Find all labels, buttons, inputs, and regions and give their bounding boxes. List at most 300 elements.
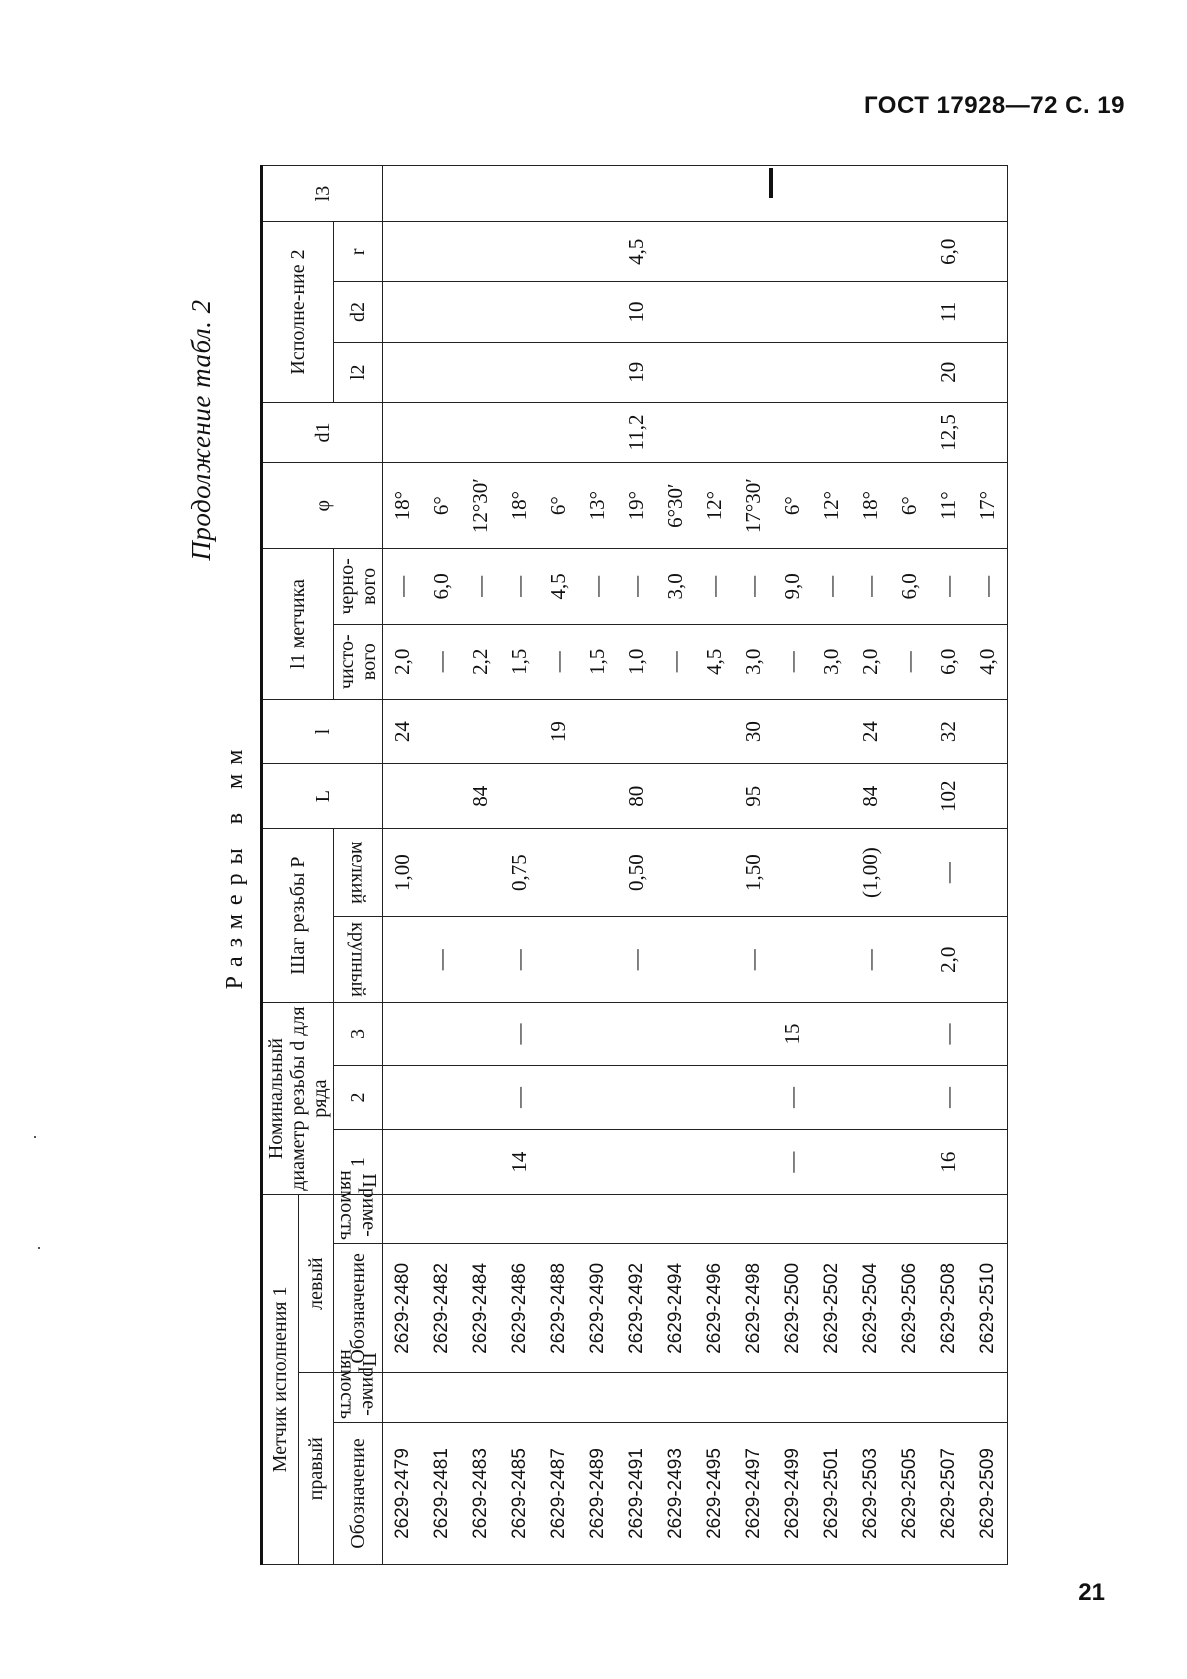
cell-row2-diameter bbox=[617, 1065, 656, 1130]
cell-l1-roughing: — bbox=[968, 549, 1008, 624]
cell-d1 bbox=[461, 402, 500, 462]
table-row bbox=[851, 166, 890, 1565]
table-row bbox=[461, 166, 500, 1565]
cell-right-note bbox=[422, 1373, 461, 1423]
cell-phi: 11° bbox=[929, 463, 968, 549]
cell-right-designation: 2629-2501 bbox=[812, 1422, 851, 1564]
cell-l2 bbox=[422, 342, 461, 402]
cell-row2-diameter bbox=[695, 1065, 734, 1130]
header-d2: d2 bbox=[334, 282, 383, 342]
cell-row1-diameter bbox=[851, 1130, 890, 1195]
cell-d2: 10 bbox=[617, 282, 656, 342]
cell-row3-diameter: — bbox=[929, 1003, 968, 1065]
cell-right-note bbox=[929, 1373, 968, 1423]
cell-l bbox=[500, 699, 539, 764]
cell-row2-diameter bbox=[812, 1065, 851, 1130]
cell-d1 bbox=[851, 402, 890, 462]
cell-left-designation: 2629-2510 bbox=[968, 1244, 1008, 1373]
cell-L bbox=[890, 764, 929, 829]
cell-phi: 6° bbox=[422, 463, 461, 549]
cell-l1-roughing: 4,5 bbox=[539, 549, 578, 624]
page-number: 21 bbox=[1078, 1579, 1105, 1606]
cell-left-note bbox=[617, 1194, 656, 1244]
cell-row1-diameter bbox=[578, 1130, 617, 1195]
cell-l bbox=[617, 699, 656, 764]
cell-right-note bbox=[500, 1373, 539, 1423]
cell-fine-pitch: 0,75 bbox=[500, 828, 539, 916]
cell-l bbox=[422, 699, 461, 764]
cell-l2 bbox=[890, 342, 929, 402]
cell-l bbox=[773, 699, 812, 764]
cell-row2-diameter bbox=[578, 1065, 617, 1130]
cell-coarse-pitch: 2,0 bbox=[929, 917, 968, 1003]
cell-d1 bbox=[695, 402, 734, 462]
cell-l1-roughing: — bbox=[500, 549, 539, 624]
cell-fine-pitch: 0,50 bbox=[617, 828, 656, 916]
cell-left-designation: 2629-2494 bbox=[656, 1244, 695, 1373]
cell-row1-diameter bbox=[539, 1130, 578, 1195]
cell-d1 bbox=[734, 402, 773, 462]
cell-row3-diameter bbox=[539, 1003, 578, 1065]
cell-L bbox=[539, 764, 578, 829]
table-row bbox=[812, 166, 851, 1565]
cell-r bbox=[968, 222, 1008, 282]
header-left: левый bbox=[298, 1194, 333, 1373]
cell-d1 bbox=[383, 402, 423, 462]
cell-l bbox=[695, 699, 734, 764]
cell-d2 bbox=[812, 282, 851, 342]
cell-l1-roughing: 3,0 bbox=[656, 549, 695, 624]
cell-row1-diameter bbox=[656, 1130, 695, 1195]
cell-L bbox=[695, 764, 734, 829]
header-row-3 bbox=[334, 166, 383, 1565]
cell-d1: 12,5 bbox=[929, 402, 968, 462]
cell-right-designation: 2629-2499 bbox=[773, 1422, 812, 1564]
table-row bbox=[422, 166, 461, 1565]
cell-d2 bbox=[890, 282, 929, 342]
cell-L: 84 bbox=[461, 764, 500, 829]
cell-l1-roughing: — bbox=[929, 549, 968, 624]
header-l2: l2 bbox=[334, 342, 383, 402]
cell-d2: 11 bbox=[929, 282, 968, 342]
cell-d2 bbox=[968, 282, 1008, 342]
cell-d1: 11,2 bbox=[617, 402, 656, 462]
cell-d2 bbox=[422, 282, 461, 342]
cell-row3-diameter bbox=[968, 1003, 1008, 1065]
header-pitch: Шаг резьбы P bbox=[262, 828, 334, 1002]
cell-row3-diameter: 15 bbox=[773, 1003, 812, 1065]
cell-left-designation: 2629-2492 bbox=[617, 1244, 656, 1373]
cell-l2: 20 bbox=[929, 342, 968, 402]
cell-coarse-pitch: — bbox=[734, 917, 773, 1003]
table-row bbox=[734, 166, 773, 1565]
cell-right-designation: 2629-2491 bbox=[617, 1422, 656, 1564]
header-row-1 bbox=[262, 166, 299, 1565]
cell-left-note bbox=[890, 1194, 929, 1244]
cell-right-designation: 2629-2497 bbox=[734, 1422, 773, 1564]
cell-right-note bbox=[617, 1373, 656, 1423]
cell-left-note bbox=[578, 1194, 617, 1244]
cell-fine-pitch: 1,50 bbox=[734, 828, 773, 916]
cell-fine-pitch bbox=[461, 828, 500, 916]
cell-l2 bbox=[851, 342, 890, 402]
cell-fine-pitch bbox=[578, 828, 617, 916]
cell-row1-diameter bbox=[422, 1130, 461, 1195]
cell-l3 bbox=[383, 166, 423, 222]
header-designation-right: Обозначение bbox=[334, 1422, 383, 1564]
cell-d1 bbox=[812, 402, 851, 462]
cell-row2-diameter: — bbox=[773, 1065, 812, 1130]
cell-row1-diameter bbox=[812, 1130, 851, 1195]
cell-row3-diameter bbox=[461, 1003, 500, 1065]
cell-l2: 19 bbox=[617, 342, 656, 402]
cell-left-designation: 2629-2500 bbox=[773, 1244, 812, 1373]
cell-coarse-pitch bbox=[461, 917, 500, 1003]
cell-left-designation: 2629-2490 bbox=[578, 1244, 617, 1373]
cell-row3-diameter bbox=[734, 1003, 773, 1065]
cell-left-note bbox=[812, 1194, 851, 1244]
cell-coarse-pitch bbox=[383, 917, 423, 1003]
cell-left-designation: 2629-2480 bbox=[383, 1244, 423, 1373]
table-row bbox=[656, 166, 695, 1565]
cell-row2-diameter bbox=[890, 1065, 929, 1130]
cell-r: 4,5 bbox=[617, 222, 656, 282]
cell-l1-roughing: — bbox=[461, 549, 500, 624]
cell-coarse-pitch bbox=[539, 917, 578, 1003]
cell-phi: 18° bbox=[851, 463, 890, 549]
cell-right-note bbox=[383, 1373, 423, 1423]
cell-l1-roughing: — bbox=[851, 549, 890, 624]
cell-l bbox=[578, 699, 617, 764]
cell-d1 bbox=[539, 402, 578, 462]
cell-left-note bbox=[734, 1194, 773, 1244]
cell-r bbox=[461, 222, 500, 282]
cell-l2 bbox=[539, 342, 578, 402]
cell-d2 bbox=[773, 282, 812, 342]
cell-row1-diameter bbox=[617, 1130, 656, 1195]
cell-fine-pitch bbox=[812, 828, 851, 916]
cell-left-designation: 2629-2482 bbox=[422, 1244, 461, 1373]
cell-phi: 17°30′ bbox=[734, 463, 773, 549]
cell-l1-finishing: 3,0 bbox=[812, 624, 851, 699]
cell-l bbox=[812, 699, 851, 764]
cell-d2 bbox=[539, 282, 578, 342]
cell-right-note bbox=[539, 1373, 578, 1423]
cell-l: 30 bbox=[734, 699, 773, 764]
cell-r bbox=[851, 222, 890, 282]
cell-l2 bbox=[383, 342, 423, 402]
cell-right-designation: 2629-2479 bbox=[383, 1422, 423, 1564]
cell-row3-diameter bbox=[656, 1003, 695, 1065]
cell-l3 bbox=[695, 166, 734, 222]
cell-L: 84 bbox=[851, 764, 890, 829]
table-row bbox=[539, 166, 578, 1565]
cell-l2 bbox=[968, 342, 1008, 402]
table-row bbox=[929, 166, 968, 1565]
cell-coarse-pitch: — bbox=[422, 917, 461, 1003]
cell-phi: 6° bbox=[890, 463, 929, 549]
cell-d1 bbox=[500, 402, 539, 462]
cell-right-designation: 2629-2487 bbox=[539, 1422, 578, 1564]
cell-l3 bbox=[929, 166, 968, 222]
cell-r bbox=[734, 222, 773, 282]
cell-l bbox=[968, 699, 1008, 764]
table-row bbox=[890, 166, 929, 1565]
cell-l1-finishing: 1,5 bbox=[500, 624, 539, 699]
cell-right-designation: 2629-2481 bbox=[422, 1422, 461, 1564]
cell-l bbox=[656, 699, 695, 764]
cell-right-designation: 2629-2483 bbox=[461, 1422, 500, 1564]
header-version2: Исполне-ние 2 bbox=[262, 222, 334, 403]
cell-l3 bbox=[500, 166, 539, 222]
cell-d2 bbox=[734, 282, 773, 342]
cell-fine-pitch bbox=[773, 828, 812, 916]
cell-row1-diameter bbox=[890, 1130, 929, 1195]
cell-coarse-pitch: — bbox=[851, 917, 890, 1003]
cell-left-designation: 2629-2498 bbox=[734, 1244, 773, 1373]
cell-d1 bbox=[656, 402, 695, 462]
cell-l2 bbox=[695, 342, 734, 402]
cell-row2-diameter bbox=[968, 1065, 1008, 1130]
cell-fine-pitch bbox=[695, 828, 734, 916]
cell-l3 bbox=[812, 166, 851, 222]
header-coarse: крупный bbox=[334, 917, 383, 1003]
cell-right-note bbox=[461, 1373, 500, 1423]
cell-l1-finishing: 1,5 bbox=[578, 624, 617, 699]
cell-l1-finishing: 6,0 bbox=[929, 624, 968, 699]
cell-phi: 18° bbox=[500, 463, 539, 549]
cell-r bbox=[422, 222, 461, 282]
header-l3: l3 bbox=[262, 166, 383, 222]
cell-L bbox=[773, 764, 812, 829]
cell-l2 bbox=[500, 342, 539, 402]
table-row bbox=[695, 166, 734, 1565]
cell-row1-diameter bbox=[968, 1130, 1008, 1195]
cell-phi: 13° bbox=[578, 463, 617, 549]
cell-right-note bbox=[578, 1373, 617, 1423]
cell-l1-finishing: — bbox=[773, 624, 812, 699]
cell-l1-finishing: 3,0 bbox=[734, 624, 773, 699]
cell-l bbox=[461, 699, 500, 764]
cell-left-note bbox=[695, 1194, 734, 1244]
cell-right-designation: 2629-2489 bbox=[578, 1422, 617, 1564]
cell-fine-pitch: — bbox=[929, 828, 968, 916]
cell-left-note bbox=[656, 1194, 695, 1244]
header-d1: d1 bbox=[262, 402, 383, 462]
scan-dot bbox=[38, 1247, 40, 1249]
page-header: ГОСТ 17928—72 С. 19 bbox=[864, 92, 1125, 119]
header-finishing: чисто-вого bbox=[334, 624, 383, 699]
cell-right-designation: 2629-2509 bbox=[968, 1422, 1008, 1564]
cell-l: 32 bbox=[929, 699, 968, 764]
cell-coarse-pitch bbox=[773, 917, 812, 1003]
cell-r bbox=[773, 222, 812, 282]
cell-right-designation: 2629-2485 bbox=[500, 1422, 539, 1564]
header-designation-left: Обозначение bbox=[334, 1244, 383, 1373]
cell-l2 bbox=[773, 342, 812, 402]
cell-d1 bbox=[890, 402, 929, 462]
cell-d1 bbox=[578, 402, 617, 462]
cell-row3-diameter: — bbox=[500, 1003, 539, 1065]
header-fine: мелкий bbox=[334, 828, 383, 916]
cell-L: 95 bbox=[734, 764, 773, 829]
cell-l1-roughing: 9,0 bbox=[773, 549, 812, 624]
cell-d1 bbox=[422, 402, 461, 462]
cell-coarse-pitch bbox=[812, 917, 851, 1003]
cell-phi: 12°30′ bbox=[461, 463, 500, 549]
table-caption: Продолжение табл. 2 bbox=[186, 299, 216, 561]
cell-row1-diameter: 14 bbox=[500, 1130, 539, 1195]
cell-left-designation: 2629-2502 bbox=[812, 1244, 851, 1373]
table-body bbox=[383, 166, 1008, 1565]
cell-row2-diameter bbox=[539, 1065, 578, 1130]
cell-l3 bbox=[734, 166, 773, 222]
table-row bbox=[773, 166, 812, 1565]
cell-r bbox=[695, 222, 734, 282]
cell-l: 24 bbox=[851, 699, 890, 764]
cell-phi: 6° bbox=[773, 463, 812, 549]
cell-row3-diameter bbox=[422, 1003, 461, 1065]
cell-l1-roughing: — bbox=[812, 549, 851, 624]
cell-l3 bbox=[773, 166, 812, 222]
cell-coarse-pitch: — bbox=[617, 917, 656, 1003]
cell-row1-diameter bbox=[461, 1130, 500, 1195]
cell-L bbox=[578, 764, 617, 829]
cell-l1-finishing: 4,0 bbox=[968, 624, 1008, 699]
cell-right-note bbox=[773, 1373, 812, 1423]
cell-l1-finishing: — bbox=[656, 624, 695, 699]
cell-l1-finishing: 4,5 bbox=[695, 624, 734, 699]
cell-l3 bbox=[656, 166, 695, 222]
header-note-left: Приме-нямость bbox=[334, 1194, 383, 1244]
cell-r bbox=[539, 222, 578, 282]
cell-row3-diameter bbox=[578, 1003, 617, 1065]
cell-row3-diameter bbox=[383, 1003, 423, 1065]
table-row bbox=[617, 166, 656, 1565]
cell-fine-pitch bbox=[539, 828, 578, 916]
cell-L bbox=[812, 764, 851, 829]
cell-coarse-pitch bbox=[695, 917, 734, 1003]
cell-left-note bbox=[383, 1194, 423, 1244]
cell-l3 bbox=[422, 166, 461, 222]
header-row1: 1 bbox=[334, 1130, 383, 1195]
sizes-note: Размеры в мм bbox=[222, 740, 248, 990]
cell-phi: 12° bbox=[695, 463, 734, 549]
cell-l1-roughing: 6,0 bbox=[890, 549, 929, 624]
cell-l3 bbox=[968, 166, 1008, 222]
cell-coarse-pitch bbox=[890, 917, 929, 1003]
cell-fine-pitch: 1,00 bbox=[383, 828, 423, 916]
cell-phi: 18° bbox=[383, 463, 423, 549]
cell-l: 24 bbox=[383, 699, 423, 764]
cell-d2 bbox=[578, 282, 617, 342]
cell-l1-roughing: — bbox=[695, 549, 734, 624]
rotated-table-page bbox=[170, 165, 1050, 1565]
cell-l: 19 bbox=[539, 699, 578, 764]
cell-phi: 12° bbox=[812, 463, 851, 549]
header-l1-tap: l1 метчика bbox=[262, 549, 334, 700]
cell-row2-diameter: — bbox=[500, 1065, 539, 1130]
cell-l1-finishing: — bbox=[890, 624, 929, 699]
cell-r bbox=[500, 222, 539, 282]
cell-left-note bbox=[851, 1194, 890, 1244]
cell-l1-roughing: — bbox=[383, 549, 423, 624]
cell-right-note bbox=[695, 1373, 734, 1423]
cell-l3 bbox=[461, 166, 500, 222]
cell-left-note bbox=[539, 1194, 578, 1244]
cell-L bbox=[968, 764, 1008, 829]
cell-left-note bbox=[968, 1194, 1008, 1244]
cell-row2-diameter bbox=[851, 1065, 890, 1130]
header-phi: φ bbox=[262, 463, 383, 549]
cell-phi: 6°30′ bbox=[656, 463, 695, 549]
cell-row2-diameter bbox=[383, 1065, 423, 1130]
cell-d2 bbox=[500, 282, 539, 342]
cell-right-note bbox=[734, 1373, 773, 1423]
table-row bbox=[383, 166, 423, 1565]
cell-L bbox=[500, 764, 539, 829]
cell-l1-finishing: — bbox=[539, 624, 578, 699]
cell-left-note bbox=[773, 1194, 812, 1244]
cell-right-note bbox=[851, 1373, 890, 1423]
cell-row1-diameter: 16 bbox=[929, 1130, 968, 1195]
cell-right-designation: 2629-2507 bbox=[929, 1422, 968, 1564]
cell-r: 6,0 bbox=[929, 222, 968, 282]
header-note-right: Приме-нямость bbox=[334, 1373, 383, 1423]
cell-L: 80 bbox=[617, 764, 656, 829]
header-r: r bbox=[334, 222, 383, 282]
cell-right-designation: 2629-2495 bbox=[695, 1422, 734, 1564]
cell-d2 bbox=[695, 282, 734, 342]
cell-coarse-pitch: — bbox=[500, 917, 539, 1003]
cell-row3-diameter bbox=[695, 1003, 734, 1065]
cell-l1-finishing: — bbox=[422, 624, 461, 699]
cell-row2-diameter bbox=[734, 1065, 773, 1130]
cell-L bbox=[422, 764, 461, 829]
cell-l2 bbox=[461, 342, 500, 402]
cell-d1 bbox=[968, 402, 1008, 462]
cell-left-designation: 2629-2506 bbox=[890, 1244, 929, 1373]
cell-right-note bbox=[656, 1373, 695, 1423]
header-l: l bbox=[262, 699, 383, 764]
cell-l1-roughing: — bbox=[578, 549, 617, 624]
cell-coarse-pitch bbox=[656, 917, 695, 1003]
cell-row1-diameter bbox=[695, 1130, 734, 1195]
dimensions-table bbox=[260, 165, 1008, 1565]
scan-dot bbox=[34, 1136, 36, 1138]
cell-l3 bbox=[539, 166, 578, 222]
cell-d2 bbox=[383, 282, 423, 342]
cell-row2-diameter: — bbox=[929, 1065, 968, 1130]
header-right: правый bbox=[298, 1373, 333, 1565]
cell-row3-diameter bbox=[812, 1003, 851, 1065]
cell-l2 bbox=[656, 342, 695, 402]
cell-row2-diameter bbox=[656, 1065, 695, 1130]
header-L: L bbox=[262, 764, 383, 829]
header-metchik: Метчик исполнения 1 bbox=[262, 1194, 299, 1564]
cell-l3 bbox=[851, 166, 890, 222]
header-row3: 3 bbox=[334, 1003, 383, 1065]
cell-row3-diameter bbox=[890, 1003, 929, 1065]
cell-l2 bbox=[812, 342, 851, 402]
cell-phi: 6° bbox=[539, 463, 578, 549]
cell-l1-roughing: — bbox=[734, 549, 773, 624]
table-caption-row bbox=[186, 165, 217, 1305]
cell-right-note bbox=[890, 1373, 929, 1423]
cell-r bbox=[656, 222, 695, 282]
cell-left-note bbox=[461, 1194, 500, 1244]
cell-row1-diameter: — bbox=[773, 1130, 812, 1195]
